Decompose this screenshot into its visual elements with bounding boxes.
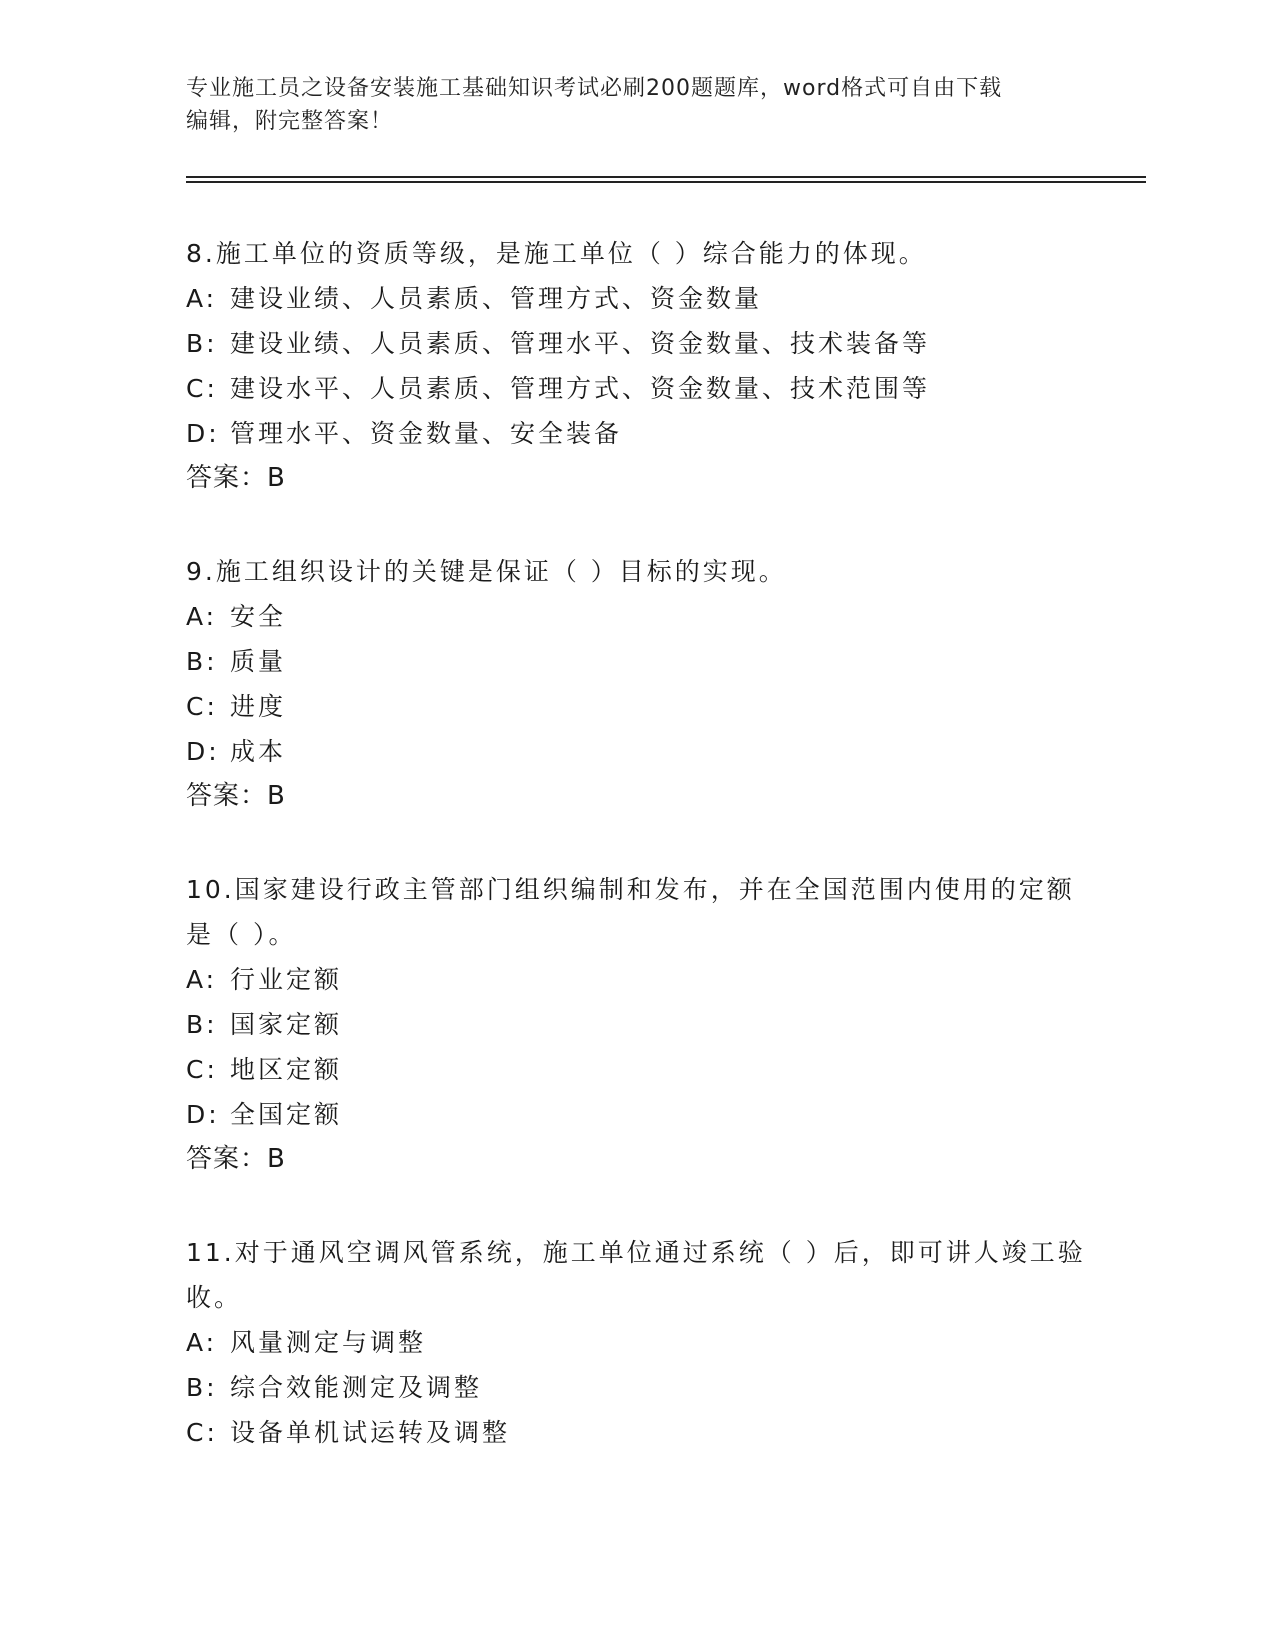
option-letter: B: <box>186 1373 218 1402</box>
option-text: 管理水平、资金数量、安全装备 <box>230 419 623 448</box>
option-a <box>186 1320 1086 1365</box>
option-text: 风量测定与调整 <box>230 1328 427 1357</box>
option-letter: B: <box>186 329 218 358</box>
option-text: 质量 <box>230 647 287 676</box>
option-text: 全国定额 <box>230 1100 343 1129</box>
option-text: 建设水平、人员素质、管理方式、资金数量、技术范围等 <box>230 374 931 403</box>
question-stem: 10.国家建设行政主管部门组织编制和发布，并在全国范围内使用的定额是（ ）。 <box>186 875 1075 949</box>
option-a <box>186 957 1086 1002</box>
option-letter: A: <box>186 284 218 313</box>
header-title-line-1: 专业施工员之设备安装施工基础知识考试必刷200题题库，word格式可自由下载 <box>186 76 1003 101</box>
option-text: 设备单机试运转及调整 <box>230 1418 511 1447</box>
option-letter: D: <box>186 1100 220 1129</box>
option-text: 国家定额 <box>230 1010 343 1039</box>
option-b <box>186 1365 1086 1410</box>
answer-line: 答案：B <box>186 1144 286 1174</box>
option-c <box>186 366 1086 411</box>
option-text: 建设业绩、人员素质、管理水平、资金数量、技术装备等 <box>230 329 931 358</box>
option-text: 行业定额 <box>230 965 343 994</box>
option-letter: C: <box>186 1418 218 1447</box>
answer-line: 答案：B <box>186 781 286 811</box>
option-a <box>186 594 1086 639</box>
option-letter: A: <box>186 965 218 994</box>
question-9 <box>186 549 1086 819</box>
option-text: 进度 <box>230 692 287 721</box>
option-letter: C: <box>186 692 218 721</box>
option-letter: C: <box>186 374 218 403</box>
option-text: 综合效能测定及调整 <box>230 1373 483 1402</box>
option-text: 成本 <box>230 737 287 766</box>
option-b <box>186 321 1086 366</box>
option-d <box>186 411 1086 456</box>
document-header <box>186 72 1086 138</box>
option-text: 地区定额 <box>230 1055 343 1084</box>
header-divider-top <box>186 176 1146 178</box>
option-d <box>186 729 1086 774</box>
header-title-line-2: 编辑，附完整答案！ <box>186 109 394 134</box>
option-c <box>186 1410 1086 1455</box>
option-letter: A: <box>186 1328 218 1357</box>
option-b <box>186 639 1086 684</box>
option-letter: C: <box>186 1055 218 1084</box>
option-letter: B: <box>186 1010 218 1039</box>
question-stem: 9.施工组织设计的关键是保证（ ）目标的实现。 <box>186 557 787 586</box>
question-stem: 11.对于通风空调风管系统，施工单位通过系统（ ）后，即可讲人竣工验收。 <box>186 1238 1086 1312</box>
option-c <box>186 684 1086 729</box>
question-stem: 8.施工单位的资质等级，是施工单位（ ）综合能力的体现。 <box>186 239 927 268</box>
option-text: 安全 <box>230 602 287 631</box>
option-d <box>186 1092 1086 1137</box>
question-8 <box>186 231 1086 501</box>
option-a <box>186 276 1086 321</box>
answer-line: 答案：B <box>186 463 286 493</box>
option-c <box>186 1047 1086 1092</box>
option-letter: D: <box>186 737 220 766</box>
option-letter: D: <box>186 419 220 448</box>
option-b <box>186 1002 1086 1047</box>
header-divider-bottom <box>186 181 1146 183</box>
option-letter: A: <box>186 602 218 631</box>
question-10 <box>186 867 1086 1182</box>
question-11 <box>186 1230 1086 1455</box>
option-text: 建设业绩、人员素质、管理方式、资金数量 <box>230 284 763 313</box>
option-letter: B: <box>186 647 218 676</box>
